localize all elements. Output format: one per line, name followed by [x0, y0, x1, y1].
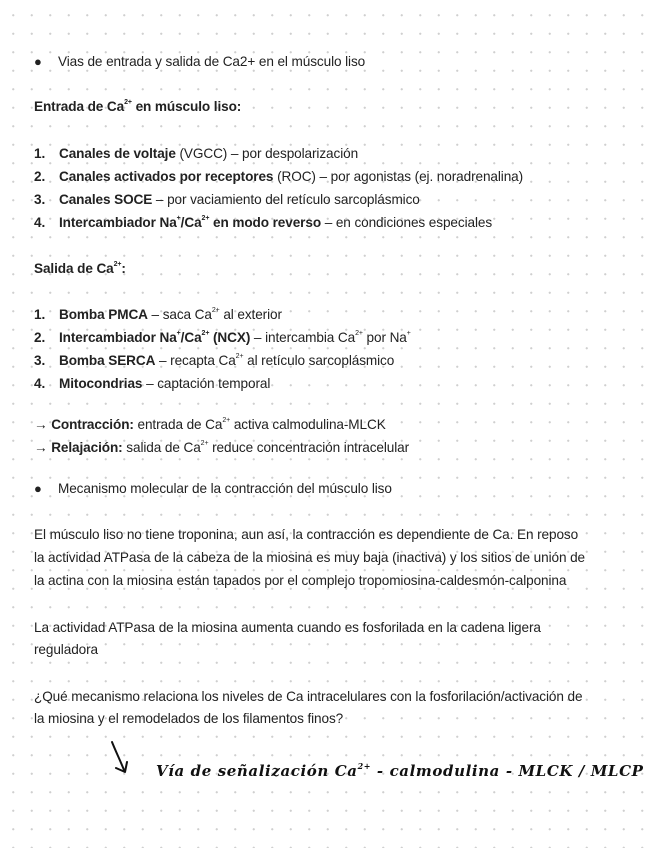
contraccion-line: → Contracción: entrada de $Ca^{2+}$ activa calmodulina-MLCK: [34, 417, 386, 432]
salida-item-3: 3. Bomba SERCA – recapta $Ca^{2+}$ al retículo sarcoplásmico: [34, 353, 395, 368]
entrada-item-1: 1. Canales de voltaje (VGCC) – por despolarización: [34, 146, 359, 161]
salida-item-2: 2. Intercambiador $Na^+/Ca^{2+}$ (NCX) – intercambia $Ca^{2+}$ por Na+: [34, 330, 411, 345]
bullet-vias: ● Vias de entrada y salida de Ca2+ en el músculo liso: [34, 54, 366, 69]
paragraph-1-line-3: la actina con la miosina están tapados por el complejo tropomiosina-caldesmón-calponina: [34, 573, 567, 588]
bullet-dot: ●: [34, 481, 42, 496]
entrada-item-2: 2. Canales activados por receptores (ROC) – por agonistas (ej. noradrenalina): [34, 169, 524, 184]
salida-item-1: 1. Bomba PMCA – saca $Ca^{2+}$ al exterior: [34, 307, 282, 322]
paragraph-2-line-1: La actividad ATPasa de la miosina aumenta cuando es fosforilada en la cadena ligera: [34, 620, 541, 635]
bullet-dot: ●: [34, 54, 42, 69]
handwritten-arrow-icon: [104, 738, 138, 778]
paragraph-1-line-1: El músculo liso no tiene troponina, aun así, la contracción es dependiente de Ca. En reposo: [34, 527, 579, 542]
salida-item-4: 4. Mitocondrias – captación temporal: [34, 376, 271, 391]
paragraph-1-line-2: la actividad ATPasa de la cabeza de la miosina es muy baja (inactiva) y los sitios de unión de: [34, 550, 586, 565]
handwritten-answer: Vía de señalización $Ca^{2+}$ - calmodulina - MLCK / MLCP: [156, 761, 644, 780]
paragraph-2-line-2: reguladora: [34, 642, 98, 657]
right-arrow-icon: →: [34, 440, 48, 455]
entrada-heading: Entrada de $Ca^{2+}$ en músculo liso:: [34, 99, 242, 114]
entrada-item-3: 3. Canales SOCE – por vaciamiento del retículo sarcoplásmico: [34, 192, 420, 207]
entrada-item-4: 4. Intercambiador $Na^+/Ca^{2+}$ en modo reverso – en condiciones especiales: [34, 215, 493, 230]
bullet-mecanismo: ● Mecanismo molecular de la contracción del músculo liso: [34, 481, 392, 496]
question-line-2: la miosina y el remodelados de los filamentos finos?: [34, 711, 344, 726]
question-line-1: ¿Qué mecanismo relaciona los niveles de Ca intracelulares con la fosforilación/activación de: [34, 689, 583, 704]
salida-heading: Salida de $Ca^{2+}$:: [34, 261, 126, 276]
relajacion-line: → Relajación: salida de $Ca^{2+}$ reduce concentración intracelular: [34, 440, 410, 455]
right-arrow-icon: →: [34, 417, 48, 432]
